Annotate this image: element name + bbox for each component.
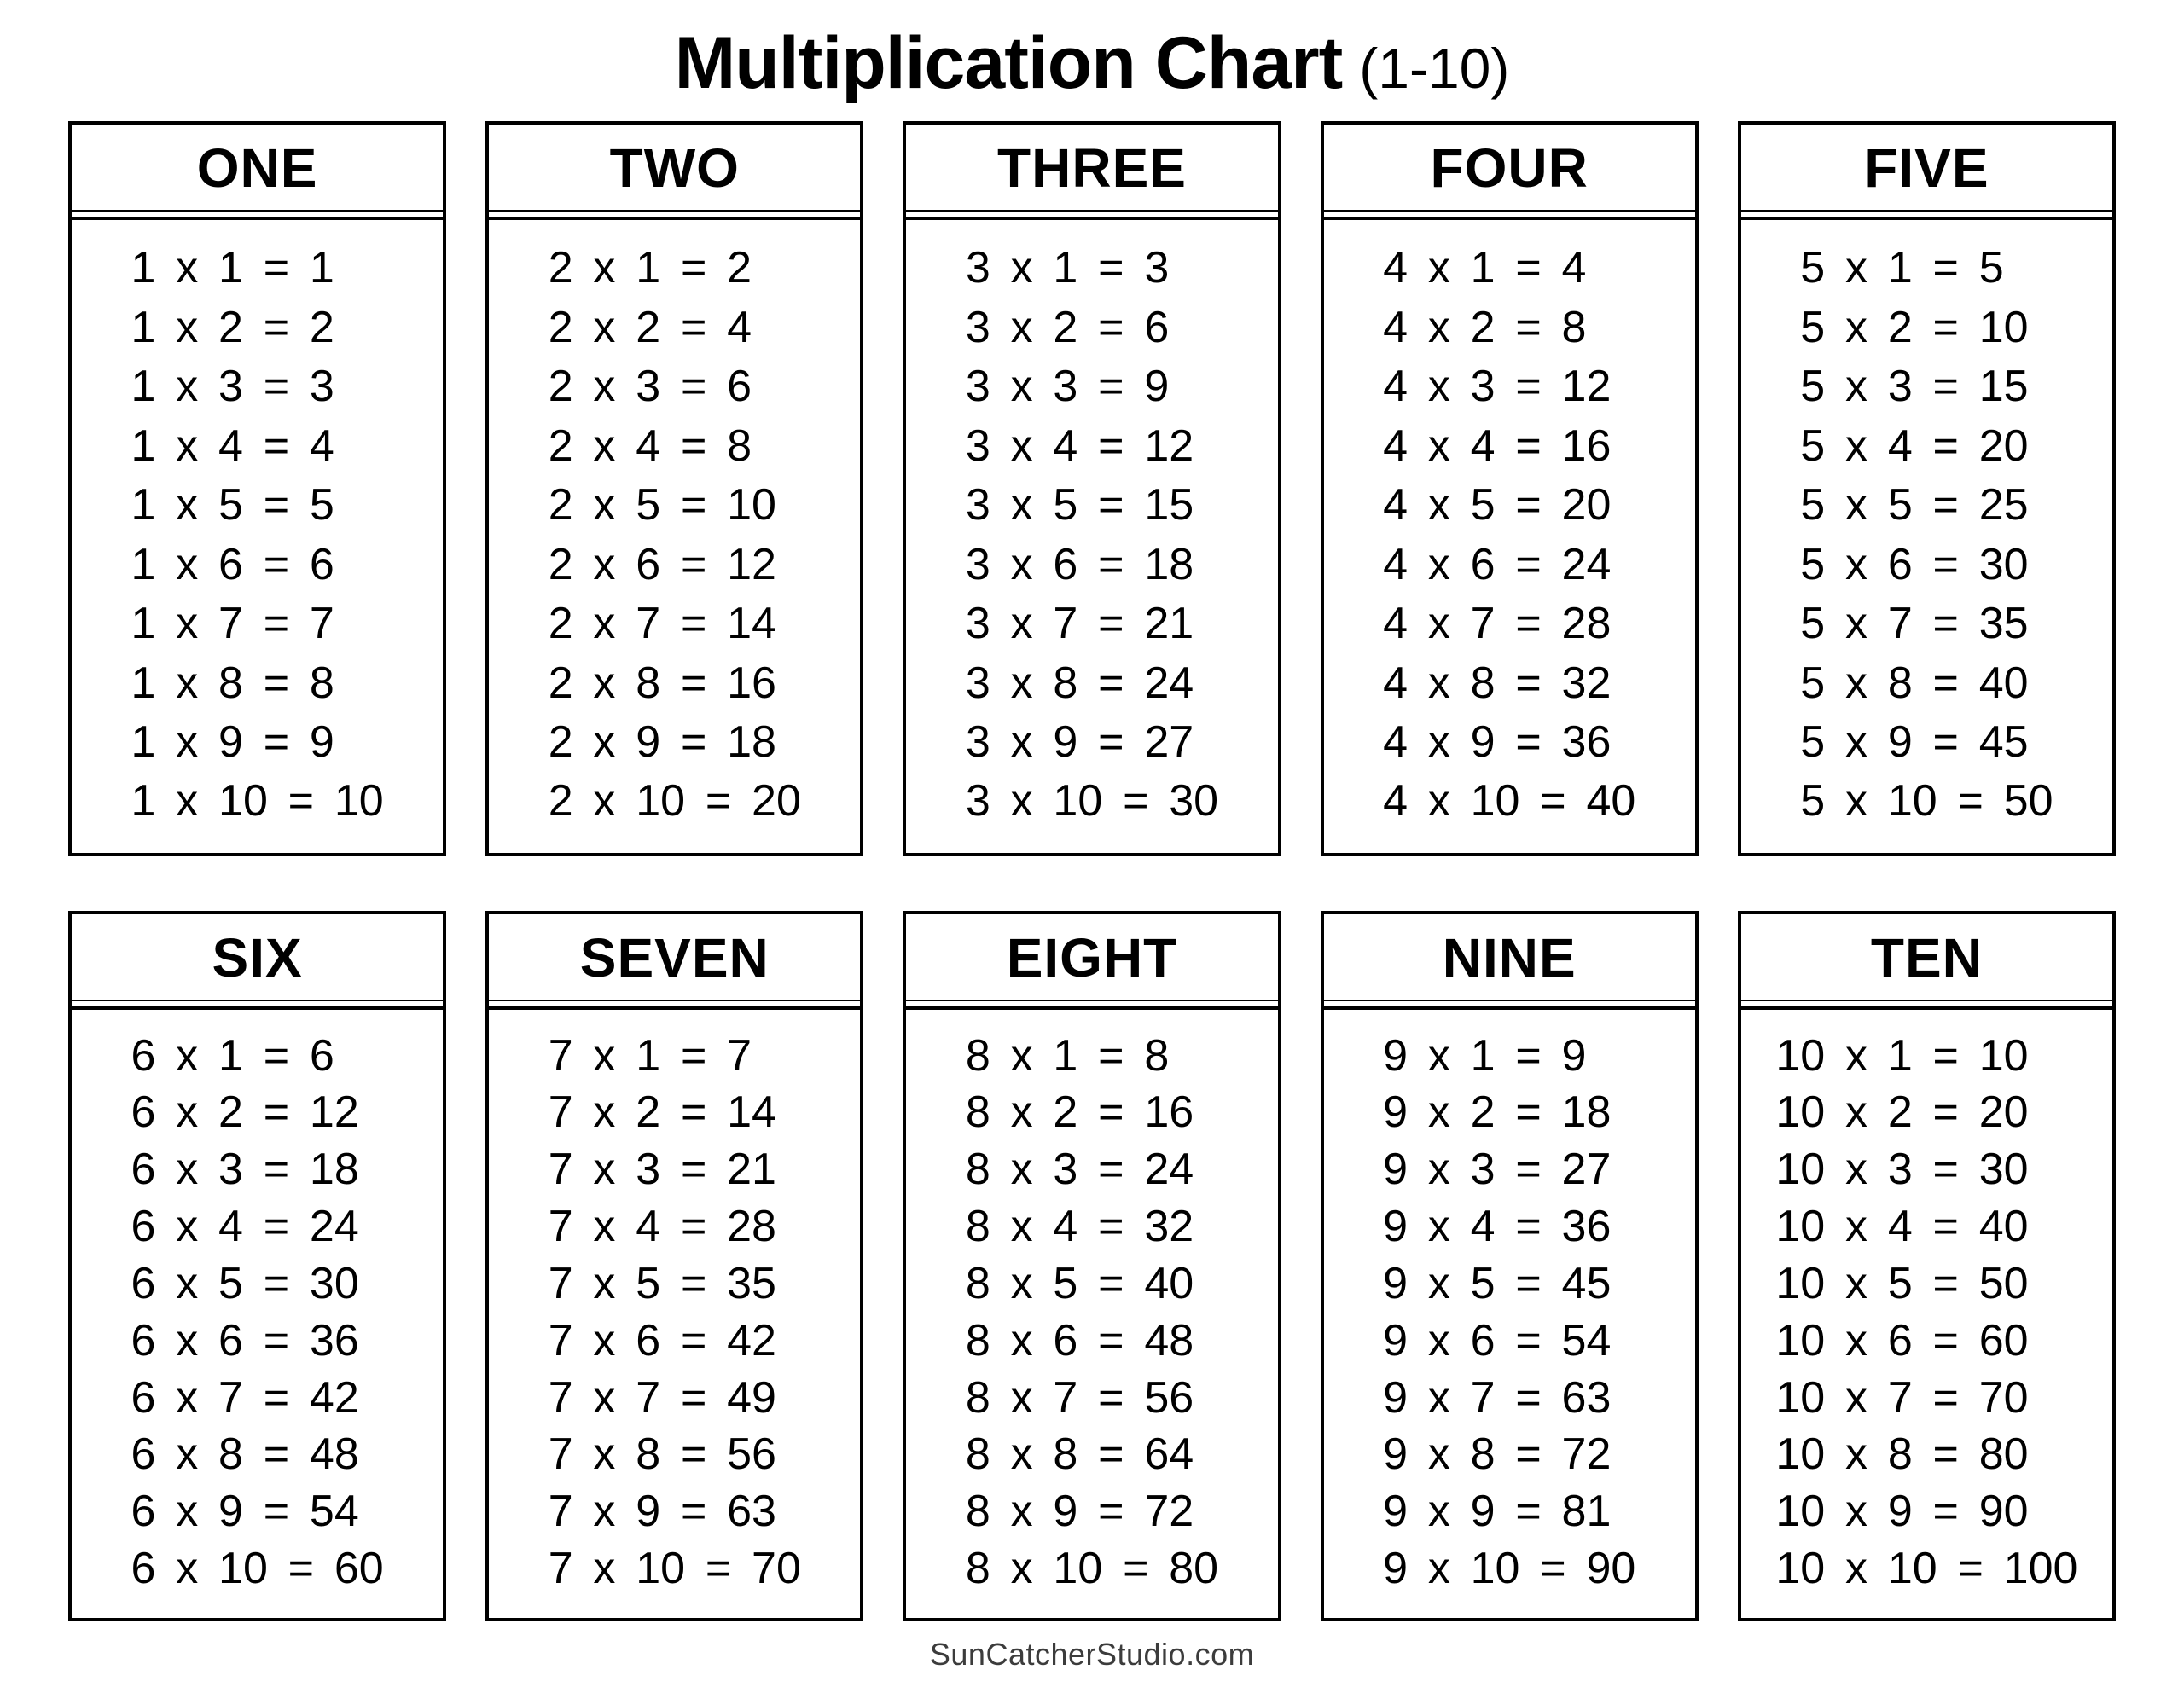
equation: 10 x 7 = 70 — [1775, 1372, 2029, 1423]
equation: 6 x 6 = 36 — [131, 1315, 359, 1365]
equation: 8 x 7 = 56 — [965, 1372, 1194, 1423]
equation: 9 x 8 = 72 — [1383, 1429, 1612, 1480]
equation: 3 x 6 = 18 — [965, 539, 1194, 589]
equation-column — [131, 232, 383, 838]
equation: 10 x 5 = 50 — [1775, 1258, 2029, 1308]
equation: 8 x 8 = 64 — [965, 1429, 1194, 1480]
equation: 7 x 5 = 35 — [548, 1258, 776, 1308]
equation: 2 x 7 = 14 — [548, 599, 776, 649]
equation: 1 x 9 = 9 — [131, 717, 334, 768]
equation: 4 x 5 = 20 — [1383, 480, 1612, 530]
equation: 7 x 9 = 63 — [548, 1487, 776, 1537]
equation: 2 x 5 = 10 — [548, 480, 776, 530]
equation-list — [1741, 217, 2112, 853]
equation: 8 x 1 = 8 — [965, 1030, 1170, 1081]
equation-list — [1741, 1006, 2112, 1618]
equation: 4 x 1 = 4 — [1383, 243, 1587, 293]
equation: 4 x 4 = 16 — [1383, 420, 1612, 471]
table-card-eight — [903, 911, 1281, 1621]
equation: 5 x 9 = 45 — [1800, 717, 2029, 768]
equation: 6 x 2 = 12 — [131, 1087, 359, 1138]
equation: 3 x 4 = 12 — [965, 420, 1194, 471]
table-card-seven — [485, 911, 863, 1621]
equation: 9 x 3 = 27 — [1383, 1145, 1612, 1195]
equation: 1 x 8 = 8 — [131, 658, 334, 708]
equation: 9 x 10 = 90 — [1383, 1544, 1636, 1594]
equation: 2 x 6 = 12 — [548, 539, 776, 589]
equation: 7 x 2 = 14 — [548, 1087, 776, 1138]
page-title-range: (1-10) — [1359, 37, 1510, 100]
equation: 2 x 4 = 8 — [548, 420, 752, 471]
equation-list — [1324, 217, 1695, 853]
page-title-main: Multiplication Chart — [674, 22, 1343, 104]
equation: 7 x 3 = 21 — [548, 1145, 776, 1195]
equation: 9 x 9 = 81 — [1383, 1487, 1612, 1537]
card-title: SIX — [72, 914, 443, 1001]
equation-column — [966, 1022, 1218, 1603]
equation: 4 x 7 = 28 — [1383, 599, 1612, 649]
equation: 10 x 10 = 100 — [1775, 1544, 2078, 1594]
equation-column — [1383, 1022, 1635, 1603]
equation: 4 x 10 = 40 — [1383, 776, 1636, 826]
equation: 6 x 7 = 42 — [131, 1372, 359, 1423]
equation: 2 x 8 = 16 — [548, 658, 776, 708]
equation: 8 x 5 = 40 — [965, 1258, 1194, 1308]
card-title: EIGHT — [906, 914, 1277, 1001]
equation: 5 x 4 = 20 — [1800, 420, 2029, 471]
equation: 8 x 3 = 24 — [965, 1145, 1194, 1195]
equation: 6 x 9 = 54 — [131, 1487, 359, 1537]
equation: 3 x 8 = 24 — [965, 658, 1194, 708]
equation: 5 x 8 = 40 — [1800, 658, 2029, 708]
equation: 2 x 10 = 20 — [548, 776, 801, 826]
equation: 1 x 7 = 7 — [131, 599, 334, 649]
equation: 4 x 8 = 32 — [1383, 658, 1612, 708]
table-card-six — [68, 911, 446, 1621]
equation-list — [1324, 1006, 1695, 1618]
equation: 1 x 1 = 1 — [131, 243, 334, 293]
equation: 6 x 8 = 48 — [131, 1429, 359, 1480]
equation: 7 x 6 = 42 — [548, 1315, 776, 1365]
equation: 1 x 2 = 2 — [131, 302, 334, 352]
equation: 3 x 10 = 30 — [965, 776, 1219, 826]
card-title: SEVEN — [489, 914, 860, 1001]
equation: 5 x 1 = 5 — [1800, 243, 2004, 293]
equation: 1 x 4 = 4 — [131, 420, 334, 471]
equation: 3 x 2 = 6 — [965, 302, 1170, 352]
equation: 3 x 3 = 9 — [965, 362, 1170, 412]
equation: 6 x 5 = 30 — [131, 1258, 359, 1308]
equation: 10 x 6 = 60 — [1775, 1315, 2029, 1365]
equation: 5 x 6 = 30 — [1800, 539, 2029, 589]
equation: 7 x 4 = 28 — [548, 1202, 776, 1252]
equation-column — [131, 1022, 383, 1603]
equation: 6 x 10 = 60 — [131, 1544, 384, 1594]
equation: 10 x 2 = 20 — [1775, 1087, 2029, 1138]
equation-list — [906, 1006, 1277, 1618]
equation: 9 x 7 = 63 — [1383, 1372, 1612, 1423]
footer-website: SunCatcherStudio.com — [929, 1636, 1255, 1672]
equation: 5 x 3 = 15 — [1800, 362, 2029, 412]
equation: 8 x 6 = 48 — [965, 1315, 1194, 1365]
equation: 7 x 8 = 56 — [548, 1429, 776, 1480]
equation: 6 x 3 = 18 — [131, 1145, 359, 1195]
equation: 10 x 9 = 90 — [1775, 1487, 2029, 1537]
equation-column — [1775, 1022, 2077, 1603]
equation: 3 x 7 = 21 — [965, 599, 1194, 649]
equation: 4 x 3 = 12 — [1383, 362, 1612, 412]
equation: 10 x 4 = 40 — [1775, 1202, 2029, 1252]
table-card-nine — [1321, 911, 1699, 1621]
equation: 1 x 10 = 10 — [131, 776, 384, 826]
card-title: THREE — [906, 125, 1277, 212]
equation-column — [549, 1022, 801, 1603]
table-card-three — [903, 121, 1281, 856]
equation: 6 x 1 = 6 — [131, 1030, 334, 1081]
card-title: TEN — [1741, 914, 2112, 1001]
table-card-ten — [1738, 911, 2116, 1621]
equation-list — [906, 217, 1277, 853]
equation-column — [1383, 232, 1635, 838]
table-card-two — [485, 121, 863, 856]
equation: 7 x 10 = 70 — [548, 1544, 801, 1594]
equation: 4 x 2 = 8 — [1383, 302, 1587, 352]
equation: 5 x 7 = 35 — [1800, 599, 2029, 649]
equation: 9 x 5 = 45 — [1383, 1258, 1612, 1308]
page-title — [68, 14, 2116, 113]
equation: 9 x 2 = 18 — [1383, 1087, 1612, 1138]
equation: 3 x 5 = 15 — [965, 480, 1194, 530]
equation: 5 x 5 = 25 — [1800, 480, 2029, 530]
equation: 1 x 5 = 5 — [131, 480, 334, 530]
equation: 3 x 1 = 3 — [965, 243, 1170, 293]
equation-column — [549, 232, 801, 838]
equation: 10 x 8 = 80 — [1775, 1429, 2029, 1480]
table-card-one — [68, 121, 446, 856]
equation: 3 x 9 = 27 — [965, 717, 1194, 768]
equation: 1 x 6 = 6 — [131, 539, 334, 589]
equation: 4 x 9 = 36 — [1383, 717, 1612, 768]
equation: 4 x 6 = 24 — [1383, 539, 1612, 589]
table-card-four — [1321, 121, 1699, 856]
equation: 2 x 1 = 2 — [548, 243, 752, 293]
card-title: NINE — [1324, 914, 1695, 1001]
card-title: FOUR — [1324, 125, 1695, 212]
equation-column — [1800, 232, 2053, 838]
equation: 7 x 1 = 7 — [548, 1030, 752, 1081]
equation: 9 x 4 = 36 — [1383, 1202, 1612, 1252]
equation: 5 x 2 = 10 — [1800, 302, 2029, 352]
equation: 6 x 4 = 24 — [131, 1202, 359, 1252]
footer — [68, 1621, 2116, 1687]
equation-list — [72, 1006, 443, 1618]
equation: 8 x 9 = 72 — [965, 1487, 1194, 1537]
equation: 9 x 1 = 9 — [1383, 1030, 1587, 1081]
equation: 2 x 3 = 6 — [548, 362, 752, 412]
equation: 5 x 10 = 50 — [1800, 776, 2053, 826]
card-title: TWO — [489, 125, 860, 212]
equation: 2 x 2 = 4 — [548, 302, 752, 352]
equation-list — [489, 1006, 860, 1618]
equation: 8 x 2 = 16 — [965, 1087, 1194, 1138]
equation: 2 x 9 = 18 — [548, 717, 776, 768]
table-card-five — [1738, 121, 2116, 856]
equation: 8 x 10 = 80 — [965, 1544, 1219, 1594]
equation-list — [72, 217, 443, 853]
equation: 1 x 3 = 3 — [131, 362, 334, 412]
equation: 8 x 4 = 32 — [965, 1202, 1194, 1252]
card-title: FIVE — [1741, 125, 2112, 212]
equation: 7 x 7 = 49 — [548, 1372, 776, 1423]
card-title: ONE — [72, 125, 443, 212]
multiplication-grid — [68, 121, 2116, 1621]
equation-list — [489, 217, 860, 853]
equation: 10 x 3 = 30 — [1775, 1145, 2029, 1195]
equation: 9 x 6 = 54 — [1383, 1315, 1612, 1365]
equation-column — [966, 232, 1218, 838]
equation: 10 x 1 = 10 — [1775, 1030, 2029, 1081]
